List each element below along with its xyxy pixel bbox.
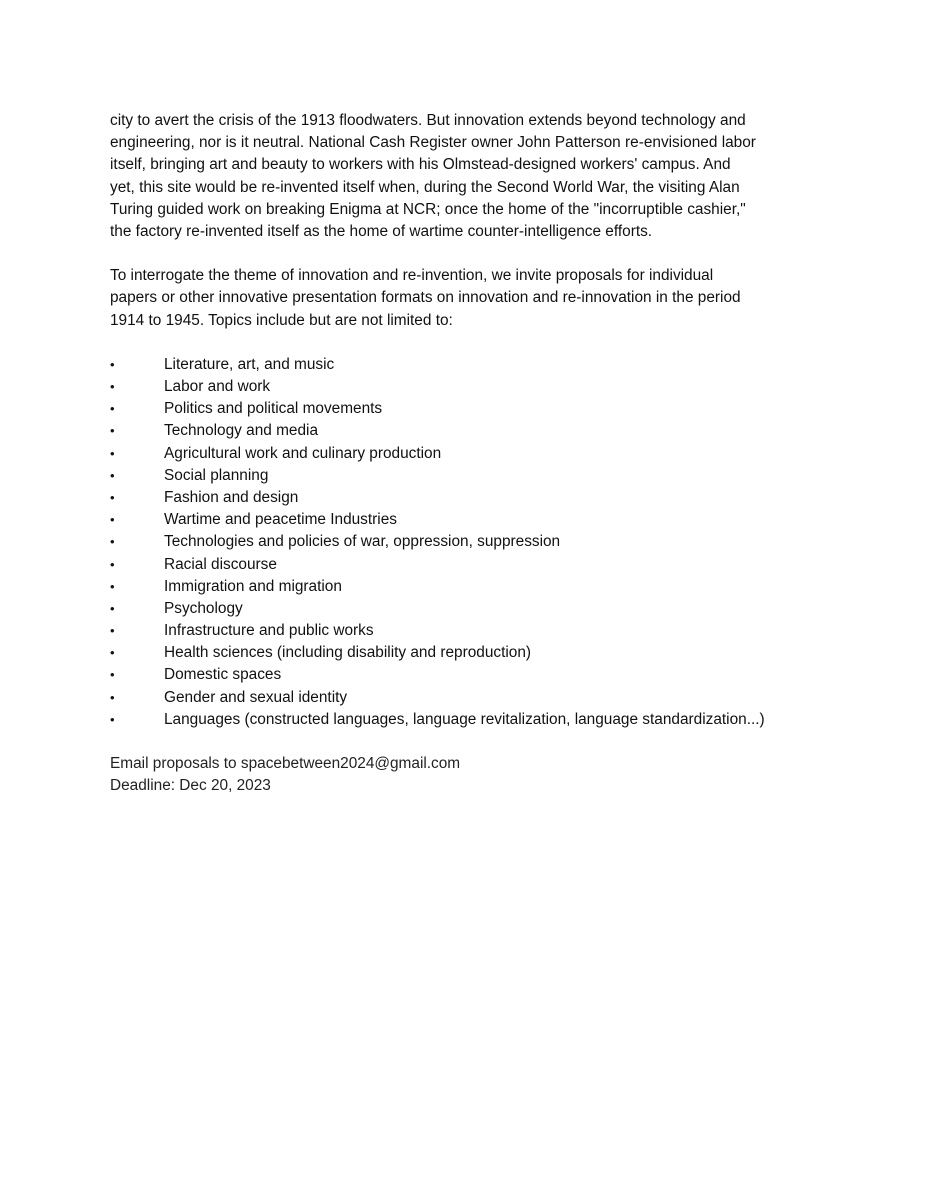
topic-list-item [110,443,830,465]
document-page [110,110,830,797]
bullet-icon: • [110,556,115,572]
topic-list-item [110,487,830,509]
bullet-icon: • [110,489,115,505]
submission-info [110,753,830,797]
topic-list-item [110,664,830,686]
topic-list-item [110,376,830,398]
bullet-icon: • [110,401,115,417]
bullet-icon: • [110,467,115,483]
topic-label: Fashion and design [164,488,299,506]
email-proposals-line: Email proposals to spacebetween2024@gmail.com [110,755,461,773]
topic-list-item [110,420,830,442]
topic-label: Health sciences (including disability and reproduction) [164,644,532,662]
topic-list-item [110,576,830,598]
topic-label: Agricultural work and culinary production [164,444,442,462]
topic-label: Wartime and peacetime Industries [164,511,397,529]
topic-label: Social planning [164,466,269,484]
topic-list-item [110,465,830,487]
bullet-icon: • [110,623,115,639]
topic-list-item [110,620,830,642]
topic-list-item [110,531,830,553]
topic-label: Immigration and migration [164,577,342,595]
topic-label: Technology and media [164,422,319,440]
topic-label: Literature, art, and music [164,355,335,373]
bullet-icon: • [110,667,115,683]
body-paragraph-invitation: To interrogate the theme of innovation and re-invention, we invite proposals for individual papers or other innovative presentation formats on innovation and re-innovation in the period 1914 to 1945. Topics include but are not limited to: [110,267,741,329]
topic-list-item [110,642,830,664]
topic-label: Labor and work [164,378,271,396]
bullet-icon: • [110,445,115,461]
topic-label: Languages (constructed languages, language revitalization, language standardization...) [164,710,765,728]
bullet-icon: • [110,711,115,727]
topic-list-item [110,509,830,531]
topic-label: Technologies and policies of war, oppression, suppression [164,533,561,551]
topic-label: Infrastructure and public works [164,622,374,640]
bullet-icon: • [110,578,115,594]
body-paragraph-context: city to avert the crisis of the 1913 floodwaters. But innovation extends beyond technology and engineering, nor is it neutral. National Cash Register owner John Patterson re-envisioned labor itself, bringing art and beauty to workers with his Olmstead-designed workers' campus. And yet, this site would be re-invented itself when, during the Second World War, the visiting Alan Turing guided work on breaking Enigma at NCR; once the home of the "incorruptible cashier," the factory re-invented itself as the home of wartime counter-intelligence efforts. [110,112,756,241]
topic-list-item [110,554,830,576]
topic-list-item [110,598,830,620]
topic-label: Racial discourse [164,555,277,573]
bullet-icon: • [110,379,115,395]
topic-list-item [110,709,830,731]
bullet-icon: • [110,356,115,372]
topic-label: Domestic spaces [164,666,282,684]
bullet-icon: • [110,512,115,528]
topic-label: Gender and sexual identity [164,688,348,706]
bullet-icon: • [110,645,115,661]
bullet-icon: • [110,423,115,439]
topics-list [110,354,830,731]
bullet-icon: • [110,689,115,705]
bullet-icon: • [110,600,115,616]
topic-label: Psychology [164,599,243,617]
topic-label: Politics and political movements [164,400,383,418]
topic-list-item [110,354,830,376]
topic-list-item [110,398,830,420]
topic-list-item [110,687,830,709]
deadline-line: Deadline: Dec 20, 2023 [110,777,271,795]
bullet-icon: • [110,534,115,550]
